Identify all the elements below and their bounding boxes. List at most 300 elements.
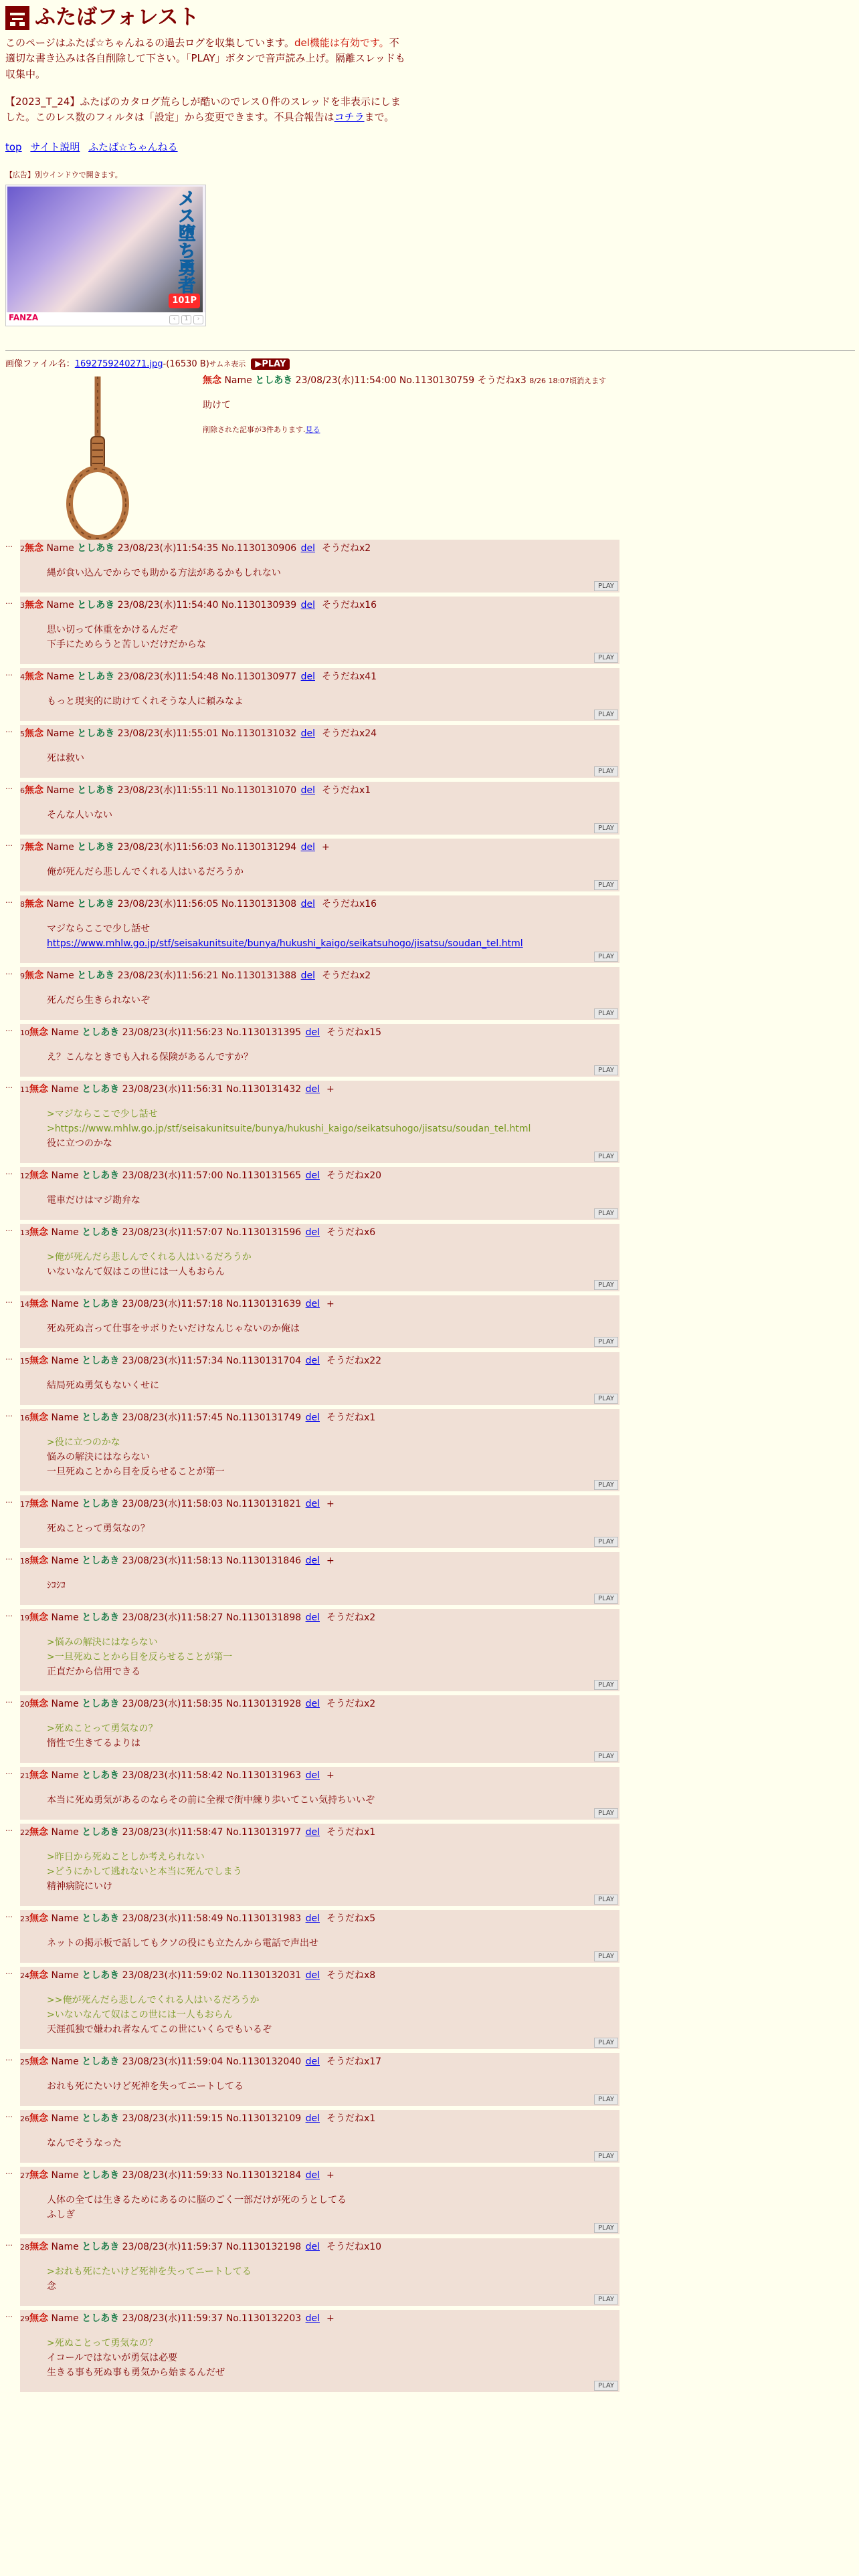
reply-number[interactable]: No.1130131639 [225, 1298, 302, 1309]
reply-play-button[interactable]: PLAY [594, 1208, 618, 1218]
reply-del-link[interactable]: del [305, 1298, 320, 1309]
reply-subject: 無念 [29, 1298, 48, 1309]
reply-sodane[interactable]: そうだねx1 [326, 1412, 376, 1423]
reply-row [5, 1295, 854, 1348]
reply-number[interactable]: No.1130131294 [221, 841, 297, 853]
reply-name-label: Name [46, 728, 74, 739]
reply-post [20, 782, 619, 835]
reply-number[interactable]: No.1130131928 [225, 1698, 302, 1709]
reply-header [20, 968, 615, 984]
reply-index: 11 [20, 1085, 29, 1094]
reply-body [47, 865, 615, 879]
reply-number[interactable]: No.1130131749 [225, 1412, 302, 1423]
reply-number[interactable]: No.1130132203 [225, 2313, 302, 2324]
reply-del-link[interactable]: del [305, 1355, 320, 1366]
reply-name: としあき [82, 1612, 120, 1623]
reply-name-label: Name [46, 841, 74, 853]
reply-marker: … [5, 1352, 13, 1362]
reply-post [20, 1167, 619, 1220]
op-file-info: 画像ファイル名：1692759240271.jpg-(16530 B)サムネ表示 ▶PLAY [5, 358, 854, 371]
reply-datetime: 23/08/23(水)11:57:34 [122, 1355, 223, 1366]
reply-post [20, 1767, 619, 1820]
reply-row [5, 2167, 854, 2234]
reply-play-button[interactable]: PLAY [594, 710, 618, 720]
reply-sodane[interactable]: そうだねx6 [326, 1226, 376, 1238]
reply-line: ネットの掲示板で話してもクソの役にも立たんから電話で声出せ [47, 1937, 318, 1949]
reply-datetime: 23/08/23(水)11:58:42 [122, 1769, 223, 1781]
reply-marker: … [5, 967, 13, 976]
reply-play-button[interactable]: PLAY [594, 1337, 618, 1347]
nav-top-link[interactable]: top [5, 141, 22, 154]
ad-prev-button[interactable]: ‹ [169, 315, 179, 324]
reply-sodane[interactable]: そうだねx16 [321, 898, 377, 909]
reply-sodane[interactable]: そうだねx24 [321, 728, 377, 739]
reply-number[interactable]: No.1130131983 [225, 1913, 302, 1924]
ad-note: 【広告】別ウインドウで開きます。 [5, 170, 122, 179]
ad-next-button[interactable]: › [193, 315, 203, 324]
reply-sodane[interactable]: そうだねx1 [326, 1826, 376, 1838]
reply-play-button[interactable]: PLAY [594, 1152, 618, 1162]
reply-number[interactable]: No.1130131032 [221, 728, 297, 739]
reply-play-button[interactable]: PLAY [594, 823, 618, 833]
reply-play-button[interactable]: PLAY [594, 2095, 618, 2105]
reply-name-label: Name [51, 1769, 79, 1781]
reply-header [20, 1410, 615, 1426]
reply-sodane[interactable]: + [326, 1555, 335, 1566]
reply-del-link[interactable]: del [305, 1083, 320, 1095]
reply-index: 16 [20, 1413, 29, 1422]
reply-line: ふしぎ [47, 2209, 75, 2220]
bug-report-link[interactable]: コチラ [334, 111, 365, 124]
reply-marker: … [5, 1824, 13, 1833]
reply-header [20, 1168, 615, 1184]
op-subject: 無念 [203, 374, 221, 386]
reply-del-link[interactable]: del [305, 2313, 320, 2324]
reply-marker: … [5, 540, 13, 549]
reply-quote-line: >役に立つのかな [47, 1436, 120, 1448]
reply-post [20, 1609, 619, 1691]
reply-name: としあき [77, 599, 115, 611]
reply-index: 22 [20, 1828, 29, 1837]
divider [5, 350, 855, 351]
reply-name-label: Name [46, 599, 74, 611]
reply-del-link[interactable]: del [305, 2241, 320, 2252]
reply-marker: … [5, 1967, 13, 1976]
reply-del-link[interactable]: del [300, 784, 315, 796]
reply-sodane[interactable]: そうだねx16 [321, 599, 377, 611]
reply-name: としあき [82, 1969, 120, 1981]
reply-sodane[interactable]: そうだねx2 [326, 1612, 376, 1623]
reply-sodane[interactable]: そうだねx15 [326, 1027, 382, 1038]
reply-del-link[interactable]: del [300, 542, 315, 554]
reply-sodane[interactable]: + [326, 2169, 335, 2181]
reply-datetime: 23/08/23(水)11:55:01 [117, 728, 219, 739]
reply-marker: … [5, 1224, 13, 1233]
reply-number[interactable]: No.1130130939 [221, 599, 297, 611]
reply-del-link[interactable]: del [305, 2056, 320, 2067]
reply-subject: 無念 [29, 2169, 48, 2181]
reply-number[interactable]: No.1130131898 [225, 1612, 302, 1623]
reply-number[interactable]: No.1130132109 [225, 2113, 302, 2124]
reply-header [20, 1297, 615, 1312]
reply-marker: … [5, 1295, 13, 1305]
reply-header [20, 1697, 615, 1712]
reply-name-label: Name [51, 1698, 79, 1709]
reply-play-button[interactable]: PLAY [594, 2294, 618, 2304]
reply-sodane[interactable]: そうだねx22 [326, 1355, 382, 1366]
reply-number[interactable]: No.1130131596 [225, 1226, 302, 1238]
reply-name: としあき [77, 671, 115, 682]
reply-number[interactable]: No.1130131308 [221, 898, 297, 909]
reply-index: 14 [20, 1299, 29, 1309]
reply-post [20, 839, 619, 891]
reply-name: としあき [77, 898, 115, 909]
op-deleted-show-link[interactable]: 見る [305, 425, 320, 435]
reply-row [5, 1609, 854, 1691]
reply-play-button[interactable]: PLAY [594, 1480, 618, 1490]
reply-play-button[interactable]: PLAY [594, 1680, 618, 1690]
reply-number[interactable]: No.1130132184 [225, 2169, 302, 2181]
reply-name-label: Name [46, 970, 74, 981]
reply-number[interactable]: No.1130131821 [225, 1498, 302, 1509]
reply-marker: … [5, 2238, 13, 2248]
nav-futaba-link[interactable]: ふたば☆ちゃんねる [88, 141, 178, 154]
reply-post [20, 540, 619, 593]
reply-datetime: 23/08/23(水)11:57:00 [122, 1170, 223, 1181]
reply-del-link[interactable]: del [305, 1913, 320, 1924]
reply-number[interactable]: No.1130131565 [225, 1170, 302, 1181]
reply-body [47, 2336, 615, 2380]
reply-sodane[interactable]: + [326, 1498, 335, 1509]
reply-header [20, 1082, 615, 1097]
reply-play-button[interactable]: PLAY [594, 2038, 618, 2048]
reply-header [20, 2168, 615, 2183]
reply-play-button[interactable]: PLAY [594, 2381, 618, 2391]
reply-header [20, 1911, 615, 1927]
reply-body [47, 1936, 615, 1951]
reply-url-link[interactable]: https://www.mhlw.go.jp/stf/seisakunitsuite/bunya/hukushi_kaigo/seikatsuhogo/jisatsu/soudan_tel.html [47, 938, 523, 949]
reply-line: 念 [47, 2280, 56, 2292]
reply-sodane[interactable]: そうだねx1 [321, 784, 371, 796]
reply-play-button[interactable]: PLAY [594, 1008, 618, 1018]
reply-body [47, 566, 615, 580]
reply-play-button[interactable]: PLAY [594, 2223, 618, 2233]
reply-play-button[interactable]: PLAY [594, 1065, 618, 1075]
reply-name-label: Name [51, 1826, 79, 1838]
reply-line: 思い切って体重をかけるんだぞ [47, 624, 178, 635]
reply-post [20, 895, 619, 963]
reply-name-label: Name [51, 1412, 79, 1423]
reply-marker: … [5, 1767, 13, 1776]
reply-index: 20 [20, 1699, 29, 1709]
reply-subject: 無念 [25, 898, 43, 909]
reply-del-link[interactable]: del [305, 1226, 320, 1238]
reply-body [47, 1250, 615, 1279]
reply-number[interactable]: No.1130131704 [225, 1355, 302, 1366]
op-sodane[interactable]: そうだねx3 [477, 374, 527, 386]
reply-del-link[interactable]: del [305, 1170, 320, 1181]
reply-del-link[interactable]: del [300, 841, 315, 853]
reply-name: としあき [82, 2113, 120, 2124]
reply-subject: 無念 [29, 1412, 48, 1423]
reply-play-button[interactable]: PLAY [594, 1751, 618, 1761]
reply-play-button[interactable]: PLAY [594, 1537, 618, 1547]
reply-post [20, 1409, 619, 1491]
reply-index: 6 [20, 786, 25, 795]
reply-name-label: Name [46, 898, 74, 909]
op-file-link[interactable]: 1692759240271.jpg [74, 358, 163, 369]
reply-datetime: 23/08/23(水)11:59:37 [122, 2313, 223, 2324]
reply-sodane[interactable]: + [326, 1769, 335, 1781]
reply-index: 3 [20, 601, 25, 610]
reply-sodane[interactable]: + [326, 1083, 335, 1095]
reply-body [47, 1321, 615, 1336]
reply-line: 一旦死ぬことから目を反らせることが第一 [47, 1466, 225, 1477]
reply-row [5, 1910, 854, 1963]
reply-subject: 無念 [29, 1555, 48, 1566]
reply-quote-line: >死ぬことって勇気なの？ [47, 2337, 158, 2349]
reply-name-label: Name [51, 1913, 79, 1924]
reply-subject: 無念 [25, 970, 43, 981]
reply-number[interactable]: No.1130130977 [221, 671, 297, 682]
reply-name-label: Name [51, 2056, 79, 2067]
reply-number[interactable]: No.1130131070 [221, 784, 297, 796]
reply-number[interactable]: No.1130132198 [225, 2241, 302, 2252]
reply-del-link[interactable]: del [300, 599, 315, 611]
reply-row [5, 1167, 854, 1220]
reply-play-button[interactable]: PLAY [594, 2151, 618, 2161]
reply-sodane[interactable]: そうだねx17 [326, 2056, 382, 2067]
reply-del-link[interactable]: del [305, 1769, 320, 1781]
op-play-button[interactable]: ▶PLAY [251, 358, 290, 370]
reply-marker: … [5, 1609, 13, 1618]
reply-sodane[interactable]: そうだねx41 [321, 671, 377, 682]
futaba-logo-icon [5, 6, 29, 30]
reply-sodane[interactable]: + [321, 841, 330, 853]
reply-body [47, 1435, 615, 1479]
reply-name: としあき [77, 841, 115, 853]
reply-line: 俺が死んだら悲しんでくれる人はいるだろうか [47, 866, 244, 877]
reply-row [5, 1824, 854, 1906]
op-body [203, 374, 845, 435]
reply-subject: 無念 [25, 599, 43, 611]
reply-line: 縄が食い込んでからでも助かる方法があるかもしれない [47, 567, 281, 578]
reply-subject: 無念 [29, 1913, 48, 1924]
reply-play-button[interactable]: PLAY [594, 1394, 618, 1404]
ad-brand: FANZA [9, 313, 39, 323]
reply-sodane[interactable]: そうだねx10 [326, 2241, 382, 2252]
reply-marker: … [5, 1409, 13, 1418]
reply-del-link[interactable]: del [305, 2169, 320, 2181]
reply-del-link[interactable]: del [305, 1612, 320, 1623]
reply-name: としあき [77, 784, 115, 796]
reply-number[interactable]: No.1130130906 [221, 542, 297, 554]
reply-play-button[interactable]: PLAY [594, 952, 618, 962]
reply-del-link[interactable]: del [305, 1555, 320, 1566]
reply-post [20, 2310, 619, 2392]
reply-line: 下手にためらうと苦しいだけだからな [47, 639, 206, 650]
reply-marker: … [5, 1024, 13, 1033]
reply-del-link[interactable]: del [305, 1826, 320, 1838]
reply-play-button[interactable]: PLAY [594, 1594, 618, 1604]
reply-body [47, 1793, 615, 1808]
reply-datetime: 23/08/23(水)11:58:13 [122, 1555, 223, 1566]
reply-row [5, 1767, 854, 1820]
reply-row [5, 1552, 854, 1605]
reply-number[interactable]: No.1130131977 [225, 1826, 302, 1838]
reply-body [47, 2264, 615, 2294]
reply-subject: 無念 [25, 671, 43, 682]
reply-line: ｼｺｼｺ [47, 1580, 66, 1591]
reply-index: 12 [20, 1171, 29, 1180]
op-number[interactable]: No.1130130759 [399, 374, 475, 386]
reply-post [20, 597, 619, 664]
reply-marker: … [5, 725, 13, 734]
reply-index: 8 [20, 899, 25, 909]
reply-body [47, 1050, 615, 1065]
reply-post [20, 1552, 619, 1605]
reply-datetime: 23/08/23(水)11:59:04 [122, 2056, 223, 2067]
reply-number[interactable]: No.1130131846 [225, 1555, 302, 1566]
reply-post [20, 1910, 619, 1963]
reply-index: 9 [20, 971, 25, 980]
reply-del-link[interactable]: del [300, 898, 315, 909]
reply-name: としあき [82, 1083, 120, 1095]
reply-line: 惰性で生きてるよりは [47, 1737, 140, 1749]
reply-name-label: Name [51, 1170, 79, 1181]
reply-play-button[interactable]: PLAY [594, 653, 618, 663]
reply-name: としあき [82, 2313, 120, 2324]
reply-body [47, 1721, 615, 1751]
reply-play-button[interactable]: PLAY [594, 1951, 618, 1961]
reply-play-button[interactable]: PLAY [594, 1895, 618, 1905]
reply-marker: … [5, 1081, 13, 1090]
reply-del-link[interactable]: del [300, 728, 315, 739]
reply-number[interactable]: No.1130131395 [225, 1027, 302, 1038]
reply-play-button[interactable]: PLAY [594, 1280, 618, 1290]
reply-sodane[interactable]: そうだねx2 [321, 542, 371, 554]
reply-line: おれも死にたいけど死神を失ってニートしてる [47, 2080, 244, 2092]
reply-del-link[interactable]: del [305, 2113, 320, 2124]
reply-index: 26 [20, 2114, 29, 2123]
reply-datetime: 23/08/23(水)11:58:47 [122, 1826, 223, 1838]
reply-subject: 無念 [25, 542, 43, 554]
reply-header [20, 541, 615, 556]
reply-number[interactable]: No.1130132031 [225, 1969, 302, 1981]
reply-marker: … [5, 1495, 13, 1505]
reply-line: え？こんなときでも入れる保険があるんですか？ [47, 1051, 253, 1063]
nav-about-link[interactable]: サイト説明 [30, 141, 80, 154]
reply-index: 7 [20, 843, 25, 852]
reply-header [20, 2054, 615, 2070]
reply-body [47, 922, 615, 951]
reply-sodane[interactable]: + [326, 2313, 335, 2324]
reply-marker: … [5, 2110, 13, 2119]
reply-marker: … [5, 839, 13, 848]
reply-marker: … [5, 2053, 13, 2062]
reply-name-label: Name [46, 671, 74, 682]
reply-name: としあき [82, 1769, 120, 1781]
reply-sodane[interactable]: そうだねx8 [326, 1969, 376, 1981]
reply-number[interactable]: No.1130131963 [225, 1769, 302, 1781]
reply-name: としあき [82, 2056, 120, 2067]
reply-name: としあき [82, 1355, 120, 1366]
reply-sodane[interactable]: そうだねx20 [326, 1170, 382, 1181]
reply-datetime: 23/08/23(水)11:57:45 [122, 1412, 223, 1423]
reply-del-link[interactable]: del [300, 671, 315, 682]
reply-marker: … [5, 2310, 13, 2319]
reply-name-label: Name [51, 2241, 79, 2252]
op-expiry: 8/26 18:07頃消えます [529, 376, 607, 385]
reply-del-link[interactable]: del [300, 970, 315, 981]
ad-banner[interactable] [5, 185, 206, 326]
reply-name: としあき [82, 1226, 120, 1238]
reply-subject: 無念 [29, 1170, 48, 1181]
op-thumbnail-noose-image[interactable] [19, 377, 186, 544]
reply-del-link[interactable]: del [305, 1698, 320, 1709]
reply-row [5, 540, 854, 593]
reply-line: 死んだら生きられないぞ [47, 994, 150, 1006]
reply-datetime: 23/08/23(水)11:57:07 [122, 1226, 223, 1238]
reply-play-button[interactable]: PLAY [594, 880, 618, 890]
reply-play-button[interactable]: PLAY [594, 766, 618, 776]
reply-sodane[interactable]: そうだねx1 [326, 2113, 376, 2124]
reply-sodane[interactable]: そうだねx5 [326, 1913, 376, 1924]
ad-page-indicator[interactable]: 1 [181, 315, 191, 324]
reply-play-button[interactable]: PLAY [594, 1808, 618, 1818]
reply-index: 28 [20, 2242, 29, 2252]
reply-line: 死ぬ死ぬ言って仕事をサボりたいだけなんじゃないのか俺は [47, 1323, 300, 1334]
reply-name-label: Name [51, 2313, 79, 2324]
reply-del-link[interactable]: del [305, 1412, 320, 1423]
reply-sodane[interactable]: そうだねx2 [321, 970, 371, 981]
reply-number[interactable]: No.1130131432 [225, 1083, 302, 1095]
reply-del-link[interactable]: del [305, 1027, 320, 1038]
reply-post [20, 725, 619, 778]
site-title: ふたばフォレスト [35, 5, 199, 29]
reply-row [5, 2053, 854, 2106]
intro-paragraph-1: このページはふたば☆ちゃんねるの過去ログを収集しています。del機能は有効です。不適切な書き込みは各自削除して下さい。「PLAY」ボタンで音声読み上げ。隔離スレッドも収集中。 [5, 37, 405, 80]
reply-body [47, 1193, 615, 1208]
reply-row [5, 1224, 854, 1291]
reply-row [5, 967, 854, 1020]
reply-sodane[interactable]: + [326, 1298, 335, 1309]
reply-line: 天涯孤独で嫌われ者なんてこの世にいくらでもいるぞ [47, 2024, 272, 2035]
op-datetime: 23/08/23(水)11:54:00 [295, 374, 397, 386]
reply-del-link[interactable]: del [305, 1498, 320, 1509]
site-header [5, 5, 854, 30]
reply-subject: 無念 [25, 784, 43, 796]
reply-play-button[interactable]: PLAY [594, 581, 618, 591]
ad-pager [169, 315, 203, 324]
reply-datetime: 23/08/23(水)11:56:05 [117, 898, 219, 909]
reply-del-link[interactable]: del [305, 1969, 320, 1981]
reply-number[interactable]: No.1130131388 [221, 970, 297, 981]
reply-sodane[interactable]: そうだねx2 [326, 1698, 376, 1709]
reply-name-label: Name [51, 1298, 79, 1309]
reply-row [5, 668, 854, 721]
reply-index: 15 [20, 1356, 29, 1366]
reply-quote-line: >死ぬことって勇気なの？ [47, 1723, 158, 1734]
reply-post [20, 1495, 619, 1548]
reply-index: 27 [20, 2171, 29, 2180]
reply-name: としあき [82, 2169, 120, 2181]
reply-post [20, 1024, 619, 1077]
reply-post [20, 1695, 619, 1763]
reply-name-label: Name [46, 784, 74, 796]
reply-header [20, 2311, 615, 2327]
reply-number[interactable]: No.1130132040 [225, 2056, 302, 2067]
